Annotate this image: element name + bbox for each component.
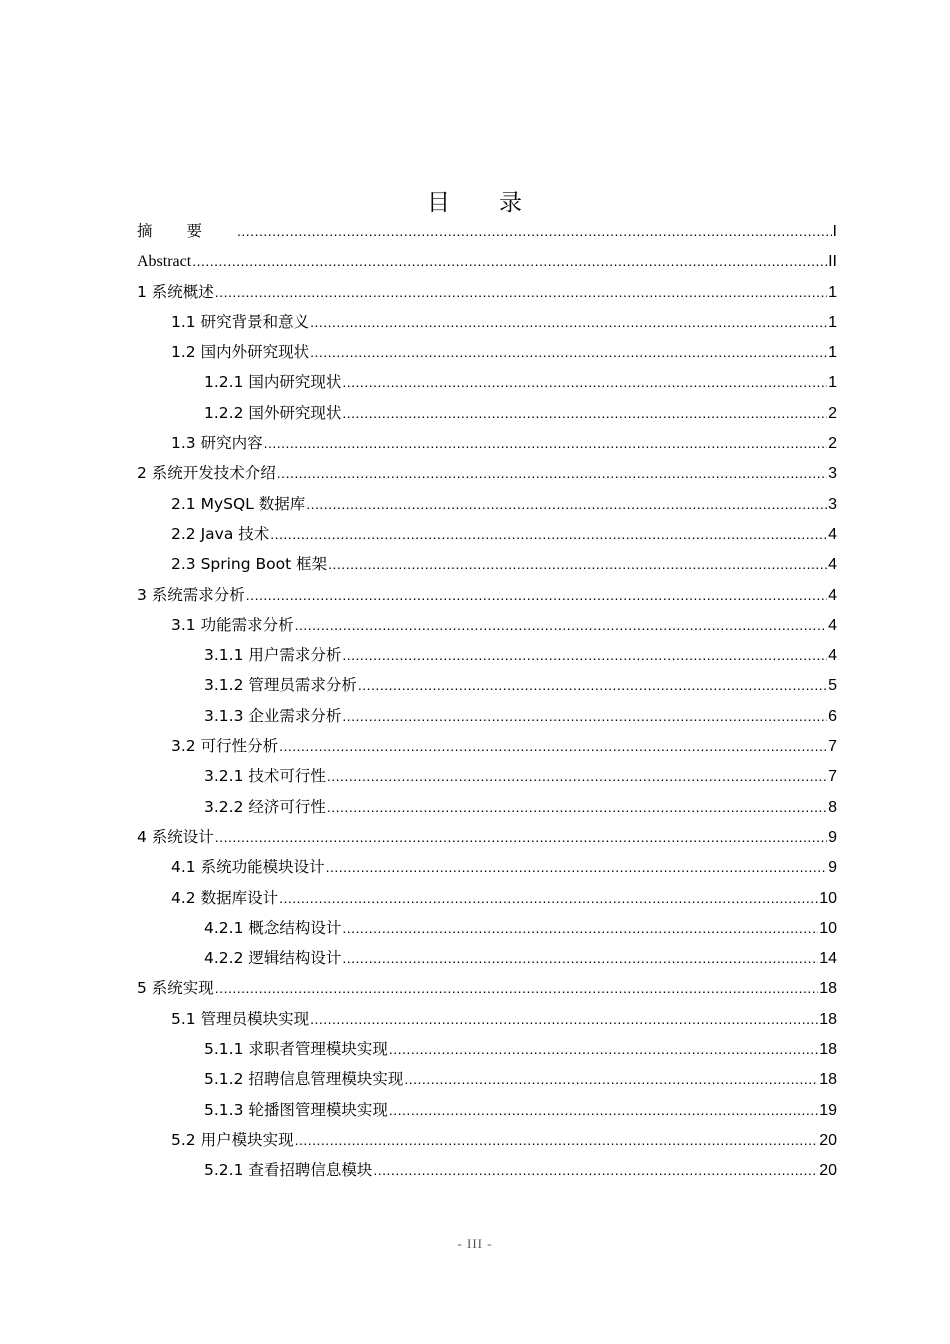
toc-entry-page: 1 — [828, 313, 837, 331]
page-number: - III - — [457, 1236, 493, 1251]
toc-entry-label: 5.1.3 轮播图管理模块实现 — [204, 1100, 388, 1119]
toc-entry-page: 20 — [819, 1162, 837, 1180]
toc-entry[interactable] — [137, 489, 837, 519]
toc-leader-dots — [215, 822, 827, 852]
toc-entry-label: 3.1.1 用户需求分析 — [204, 646, 342, 665]
toc-entry[interactable] — [137, 883, 837, 913]
toc-entry-label: 4 系统设计 — [137, 827, 214, 846]
toc-entry[interactable] — [137, 519, 837, 549]
toc-leader-dots — [342, 398, 827, 428]
toc-entry[interactable] — [137, 792, 837, 822]
toc-entry-page: 5 — [828, 677, 837, 695]
toc-entry[interactable] — [137, 549, 837, 579]
toc-entry[interactable] — [137, 246, 837, 276]
toc-entry-label: 2 系统开发技术介绍 — [137, 464, 276, 483]
toc-entry-page: 18 — [819, 980, 837, 998]
toc-leader-dots — [264, 428, 828, 458]
toc-entry[interactable] — [137, 216, 837, 246]
toc-entry-page: 1 — [828, 283, 837, 301]
toc-entry[interactable] — [137, 761, 837, 791]
toc-entry-page: 18 — [819, 1041, 837, 1059]
toc-entry-page: 4 — [828, 647, 837, 665]
toc-entry-label: 5.2 用户模块实现 — [171, 1130, 294, 1149]
toc-entry-page: 20 — [819, 1131, 837, 1149]
toc-leader-dots — [358, 670, 827, 700]
toc-entry-label: 3.2.2 经济可行性 — [204, 797, 326, 816]
toc-leader-dots — [306, 489, 827, 519]
toc-entry-page: 9 — [828, 828, 837, 846]
toc-entry[interactable] — [137, 1004, 837, 1034]
toc-entry-label: 4.2.2 逻辑结构设计 — [204, 949, 342, 968]
toc-entry[interactable] — [137, 822, 837, 852]
toc-entry[interactable] — [137, 307, 837, 337]
toc-entry[interactable] — [137, 943, 837, 973]
toc-entry[interactable] — [137, 1064, 837, 1094]
toc-entry-label: 5.1 管理员模块实现 — [171, 1009, 310, 1028]
toc-leader-dots — [192, 246, 827, 276]
toc-entry-label: 4.1 系统功能模块设计 — [171, 858, 325, 877]
toc-leader-dots — [279, 883, 818, 913]
toc-entry-label: 5.1.1 求职者管理模块实现 — [204, 1040, 388, 1059]
toc-entry[interactable] — [137, 337, 837, 367]
toc-entry[interactable] — [137, 367, 837, 397]
toc-entry[interactable] — [137, 1125, 837, 1155]
toc-entry-label: 3.2 可行性分析 — [171, 737, 279, 756]
toc-leader-dots — [295, 610, 828, 640]
toc-entry-label: 3.1.3 企业需求分析 — [204, 706, 342, 725]
toc-leader-dots — [327, 761, 827, 791]
toc-leader-dots — [389, 1095, 818, 1125]
toc-entry-page: 4 — [828, 556, 837, 574]
table-of-contents — [137, 216, 837, 1186]
toc-leader-dots — [310, 337, 827, 367]
toc-entry-page: 2 — [828, 404, 837, 422]
toc-entry-page: 3 — [828, 495, 837, 513]
toc-entry-page: 4 — [828, 586, 837, 604]
toc-leader-dots — [326, 852, 828, 882]
toc-entry-page: 14 — [819, 950, 837, 968]
toc-leader-dots — [342, 640, 827, 670]
toc-entry[interactable] — [137, 731, 837, 761]
toc-leader-dots — [373, 1155, 818, 1185]
toc-entry[interactable] — [137, 428, 837, 458]
toc-leader-dots — [215, 277, 827, 307]
toc-entry-label: 3.2.1 技术可行性 — [204, 767, 326, 786]
toc-entry-page: 2 — [828, 435, 837, 453]
toc-leader-dots — [404, 1064, 818, 1094]
toc-entry-label: 3.1 功能需求分析 — [171, 615, 294, 634]
toc-entry-page: 7 — [828, 768, 837, 786]
toc-entry-label: Abstract — [137, 253, 192, 271]
toc-entry[interactable] — [137, 277, 837, 307]
toc-entry-page: 6 — [828, 707, 837, 725]
toc-leader-dots — [295, 1125, 819, 1155]
toc-leader-dots — [237, 216, 832, 246]
toc-entry-label: 2.2 Java 技术 — [171, 524, 270, 543]
page-title: 目 录 — [427, 190, 523, 216]
toc-entry-page: 19 — [819, 1101, 837, 1119]
toc-entry[interactable] — [137, 458, 837, 488]
toc-leader-dots — [342, 943, 818, 973]
toc-entry-page: 8 — [828, 798, 837, 816]
toc-entry[interactable] — [137, 973, 837, 1003]
toc-entry-page: 9 — [828, 859, 837, 877]
toc-leader-dots — [310, 307, 827, 337]
toc-entry-label: 1.1 研究背景和意义 — [171, 312, 310, 331]
toc-entry[interactable] — [137, 913, 837, 943]
toc-leader-dots — [215, 973, 818, 1003]
toc-entry-label: 4.2.1 概念结构设计 — [204, 918, 342, 937]
toc-entry-page: 1 — [828, 374, 837, 392]
toc-entry[interactable] — [137, 670, 837, 700]
toc-leader-dots — [277, 458, 827, 488]
toc-entry[interactable] — [137, 1155, 837, 1185]
toc-entry[interactable] — [137, 701, 837, 731]
toc-entry[interactable] — [137, 610, 837, 640]
toc-entry-label: 4.2 数据库设计 — [171, 888, 279, 907]
toc-entry[interactable] — [137, 852, 837, 882]
toc-entry[interactable] — [137, 1095, 837, 1125]
toc-entry-page: 7 — [828, 738, 837, 756]
toc-entry-page: 3 — [828, 465, 837, 483]
toc-entry-label: 1.2.1 国内研究现状 — [204, 373, 342, 392]
toc-entry-label: 摘要 — [137, 222, 237, 240]
toc-entry-page: 4 — [828, 616, 837, 634]
toc-leader-dots — [342, 913, 818, 943]
toc-entry-page: 4 — [828, 525, 837, 543]
toc-entry-label: 5.1.2 招聘信息管理模块实现 — [204, 1070, 404, 1089]
toc-entry-page: I — [832, 223, 837, 240]
toc-entry[interactable] — [137, 580, 837, 610]
toc-entry[interactable] — [137, 398, 837, 428]
toc-entry-label: 3 系统需求分析 — [137, 585, 245, 604]
toc-entry-label: 3.1.2 管理员需求分析 — [204, 676, 357, 695]
toc-entry-page: 1 — [828, 344, 837, 362]
toc-entry-page: 18 — [819, 1071, 837, 1089]
toc-leader-dots — [342, 701, 827, 731]
toc-entry-page: 18 — [819, 1010, 837, 1028]
toc-leader-dots — [328, 549, 827, 579]
toc-entry[interactable] — [137, 1034, 837, 1064]
toc-entry-label: 1.2.2 国外研究现状 — [204, 403, 342, 422]
toc-entry-label: 1.3 研究内容 — [171, 434, 263, 453]
toc-leader-dots — [327, 792, 827, 822]
toc-leader-dots — [389, 1034, 818, 1064]
toc-entry-label: 5 系统实现 — [137, 979, 214, 998]
toc-entry-label: 2.1 MySQL 数据库 — [171, 494, 306, 513]
toc-leader-dots — [270, 519, 827, 549]
toc-leader-dots — [279, 731, 827, 761]
toc-entry-label: 1 系统概述 — [137, 282, 214, 301]
toc-entry[interactable] — [137, 640, 837, 670]
toc-entry-page: 10 — [819, 919, 837, 937]
toc-leader-dots — [246, 580, 827, 610]
toc-leader-dots — [342, 367, 827, 397]
toc-leader-dots — [310, 1004, 818, 1034]
toc-entry-label: 5.2.1 查看招聘信息模块 — [204, 1161, 373, 1180]
toc-entry-page: 10 — [819, 889, 837, 907]
toc-entry-page: II — [828, 253, 837, 271]
toc-entry-label: 2.3 Spring Boot 框架 — [171, 555, 328, 574]
toc-entry-label: 1.2 国内外研究现状 — [171, 343, 310, 362]
